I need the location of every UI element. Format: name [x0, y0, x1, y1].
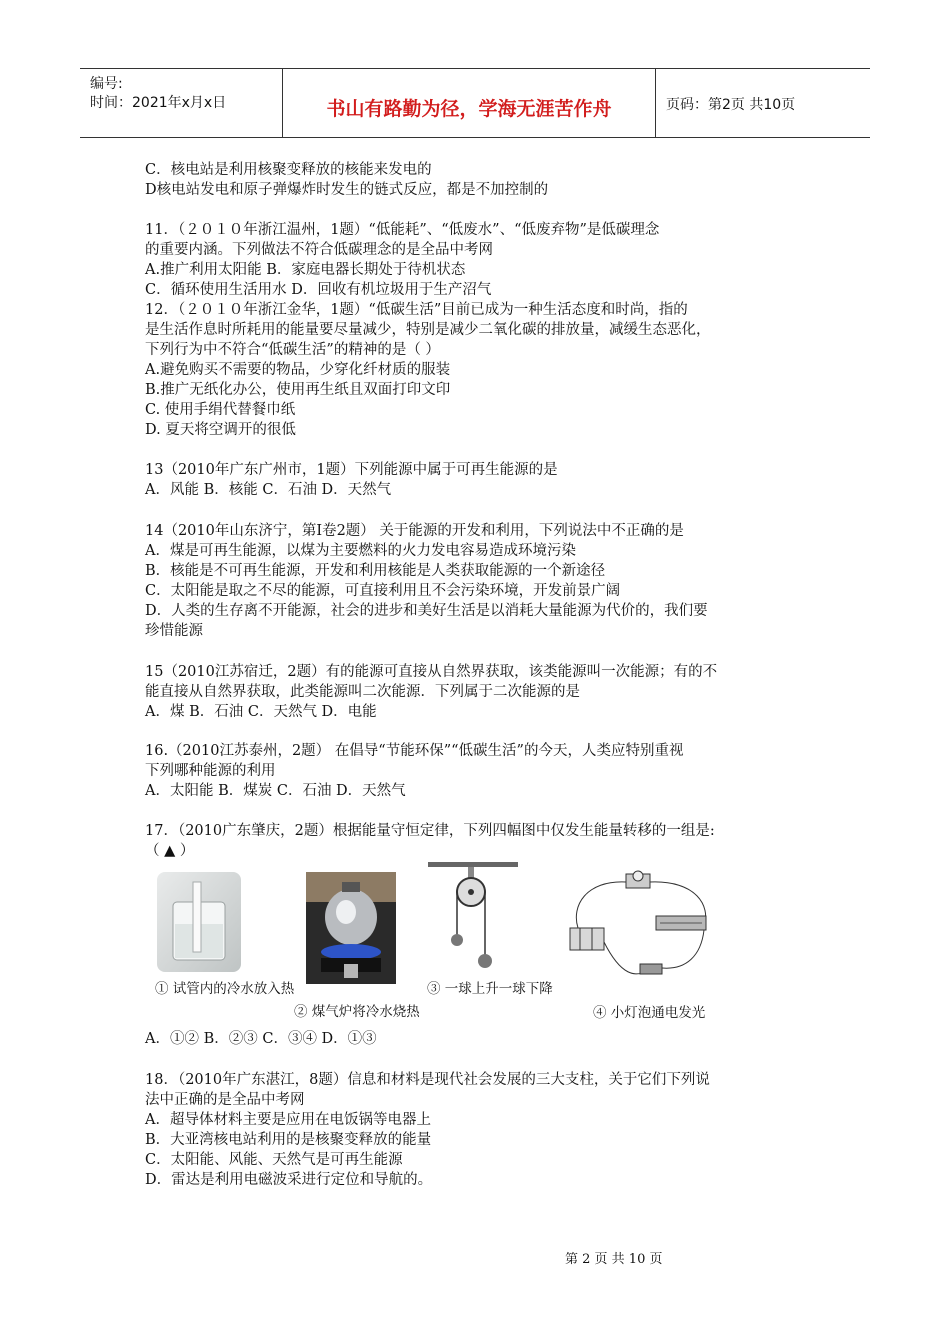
text-line: 15（2010江苏宿迁，2题）有的能源可直接从自然界获取，该类能源叫一次能源；有的不: [145, 664, 718, 680]
text-line: 的重要内涵。下列做法不符合低碳理念的是全品中考网: [145, 242, 493, 258]
text-line: 下列哪种能源的利用: [145, 763, 276, 779]
header-center-cell: [283, 69, 656, 137]
text-line: 是生活作息时所耗用的能量要尽量减少，特别是减少二氧化碳的排放量，减缓生态恶化，: [145, 322, 711, 338]
text-line: D．雷达是利用电磁波采进行定位和导航的。: [145, 1172, 433, 1188]
number-label: 编号:: [90, 76, 123, 92]
text-line: A．煤是可再生能源，以煤为主要燃料的火力发电容易造成环境污染: [145, 543, 576, 559]
figure-caption-3: ③ 一球上升一球下降: [427, 981, 553, 997]
text-line: 17．（2010广东肇庆，2题）根据能量守恒定律，下列四幅图中仅发生能量转移的一组是:: [145, 823, 715, 839]
text-line: 12．（２０１０年浙江金华，1题）“低碳生活”目前已成为一种生活态度和时尚，指的: [145, 302, 688, 318]
text-line: D．人类的生存离不开能源，社会的进步和美好生活是以消耗大量能源为代价的，我们要: [145, 603, 708, 619]
figure-caption-2: ② 煤气炉将冷水烧热: [294, 1004, 420, 1020]
text-line: 16.（2010江苏泰州，2题） 在倡导“节能环保”“低碳生活”的今天，人类应特别重视: [145, 743, 684, 759]
text-line: B.推广无纸化办公，使用再生纸且双面打印文印: [145, 382, 451, 398]
text-line: 18．（2010年广东湛江，8题）信息和材料是现代社会发展的三大支柱，关于它们下列说: [145, 1072, 710, 1088]
page-info: 页码：第2页 共10页: [666, 97, 796, 113]
text-line: A．①② B．②③ C．③④ D．①③: [145, 1031, 377, 1047]
header-right-cell: [656, 69, 870, 137]
figure-caption-4: ④ 小灯泡通电发光: [593, 1005, 706, 1021]
text-line: 珍惜能源: [145, 623, 203, 639]
text-line: B．核能是不可再生能源，开发和利用核能是人类获取能源的一个新途径: [145, 563, 606, 579]
text-line: D核电站发电和原子弹爆炸时发生的链式反应，都是不加控制的: [145, 182, 549, 198]
text-line: C．核电站是利用核聚变释放的核能来发电的: [145, 162, 432, 178]
page-footer: 第 2 页 共 10 页: [565, 1252, 663, 1267]
figure-gas-stove-image: [306, 872, 396, 984]
figure-circuit-diagram: [566, 866, 716, 986]
text-line: C．太阳能是取之不尽的能源，可直接利用且不会污染环境，开发前景广阔: [145, 583, 621, 599]
figure-beaker-image: [157, 872, 241, 972]
figure-pulley-diagram: [428, 860, 518, 980]
text-line: 法中正确的是全品中考网: [145, 1092, 305, 1108]
text-line: 11．（２０１０年浙江温州，1题）“低能耗”、“低废水”、“低废弃物”是低碳理念: [145, 222, 660, 238]
text-line: A.推广利用太阳能 B．家庭电器长期处于待机状态: [145, 262, 466, 278]
text-line: C．太阳能、风能、天然气是可再生能源: [145, 1152, 403, 1168]
text-line: D. 夏天将空调开的很低: [145, 422, 296, 438]
figure-caption-1: ① 试管内的冷水放入热: [155, 981, 295, 997]
text-line: （ ▲ ）: [145, 843, 195, 859]
text-line: 13（2010年广东广州市，1题）下列能源中属于可再生能源的是: [145, 462, 558, 478]
header-left-cell: [80, 69, 283, 137]
text-line: 能直接从自然界获取，此类能源叫二次能源．下列属于二次能源的是: [145, 684, 580, 700]
text-line: B．大亚湾核电站利用的是核聚变释放的能量: [145, 1132, 432, 1148]
header-motto: 书山有路勤为径，学海无涯苦作舟: [326, 98, 612, 120]
text-line: C. 使用手绢代替餐巾纸: [145, 402, 296, 418]
text-line: A．风能 B．核能 C．石油 D．天然气: [145, 482, 392, 498]
time-label: 时间：2021年x月x日: [90, 95, 227, 111]
text-line: 14（2010年山东济宁，第Ⅰ卷2题） 关于能源的开发和利用，下列说法中不正确的是: [145, 523, 684, 539]
text-line: A．太阳能 B．煤炭 C．石油 D．天然气: [145, 783, 406, 799]
text-line: C．循环使用生活用水 D．回收有机垃圾用于生产沼气: [145, 282, 492, 298]
text-line: A．煤 B．石油 C．天然气 D．电能: [145, 704, 377, 720]
page-header: [80, 68, 870, 138]
text-line: A．超导体材料主要是应用在电饭锅等电器上: [145, 1112, 431, 1128]
text-line: A.避免购买不需要的物品，少穿化纤材质的服装: [145, 362, 451, 378]
text-line: 下列行为中不符合“低碳生活”的精神的是（ ）: [145, 342, 440, 358]
